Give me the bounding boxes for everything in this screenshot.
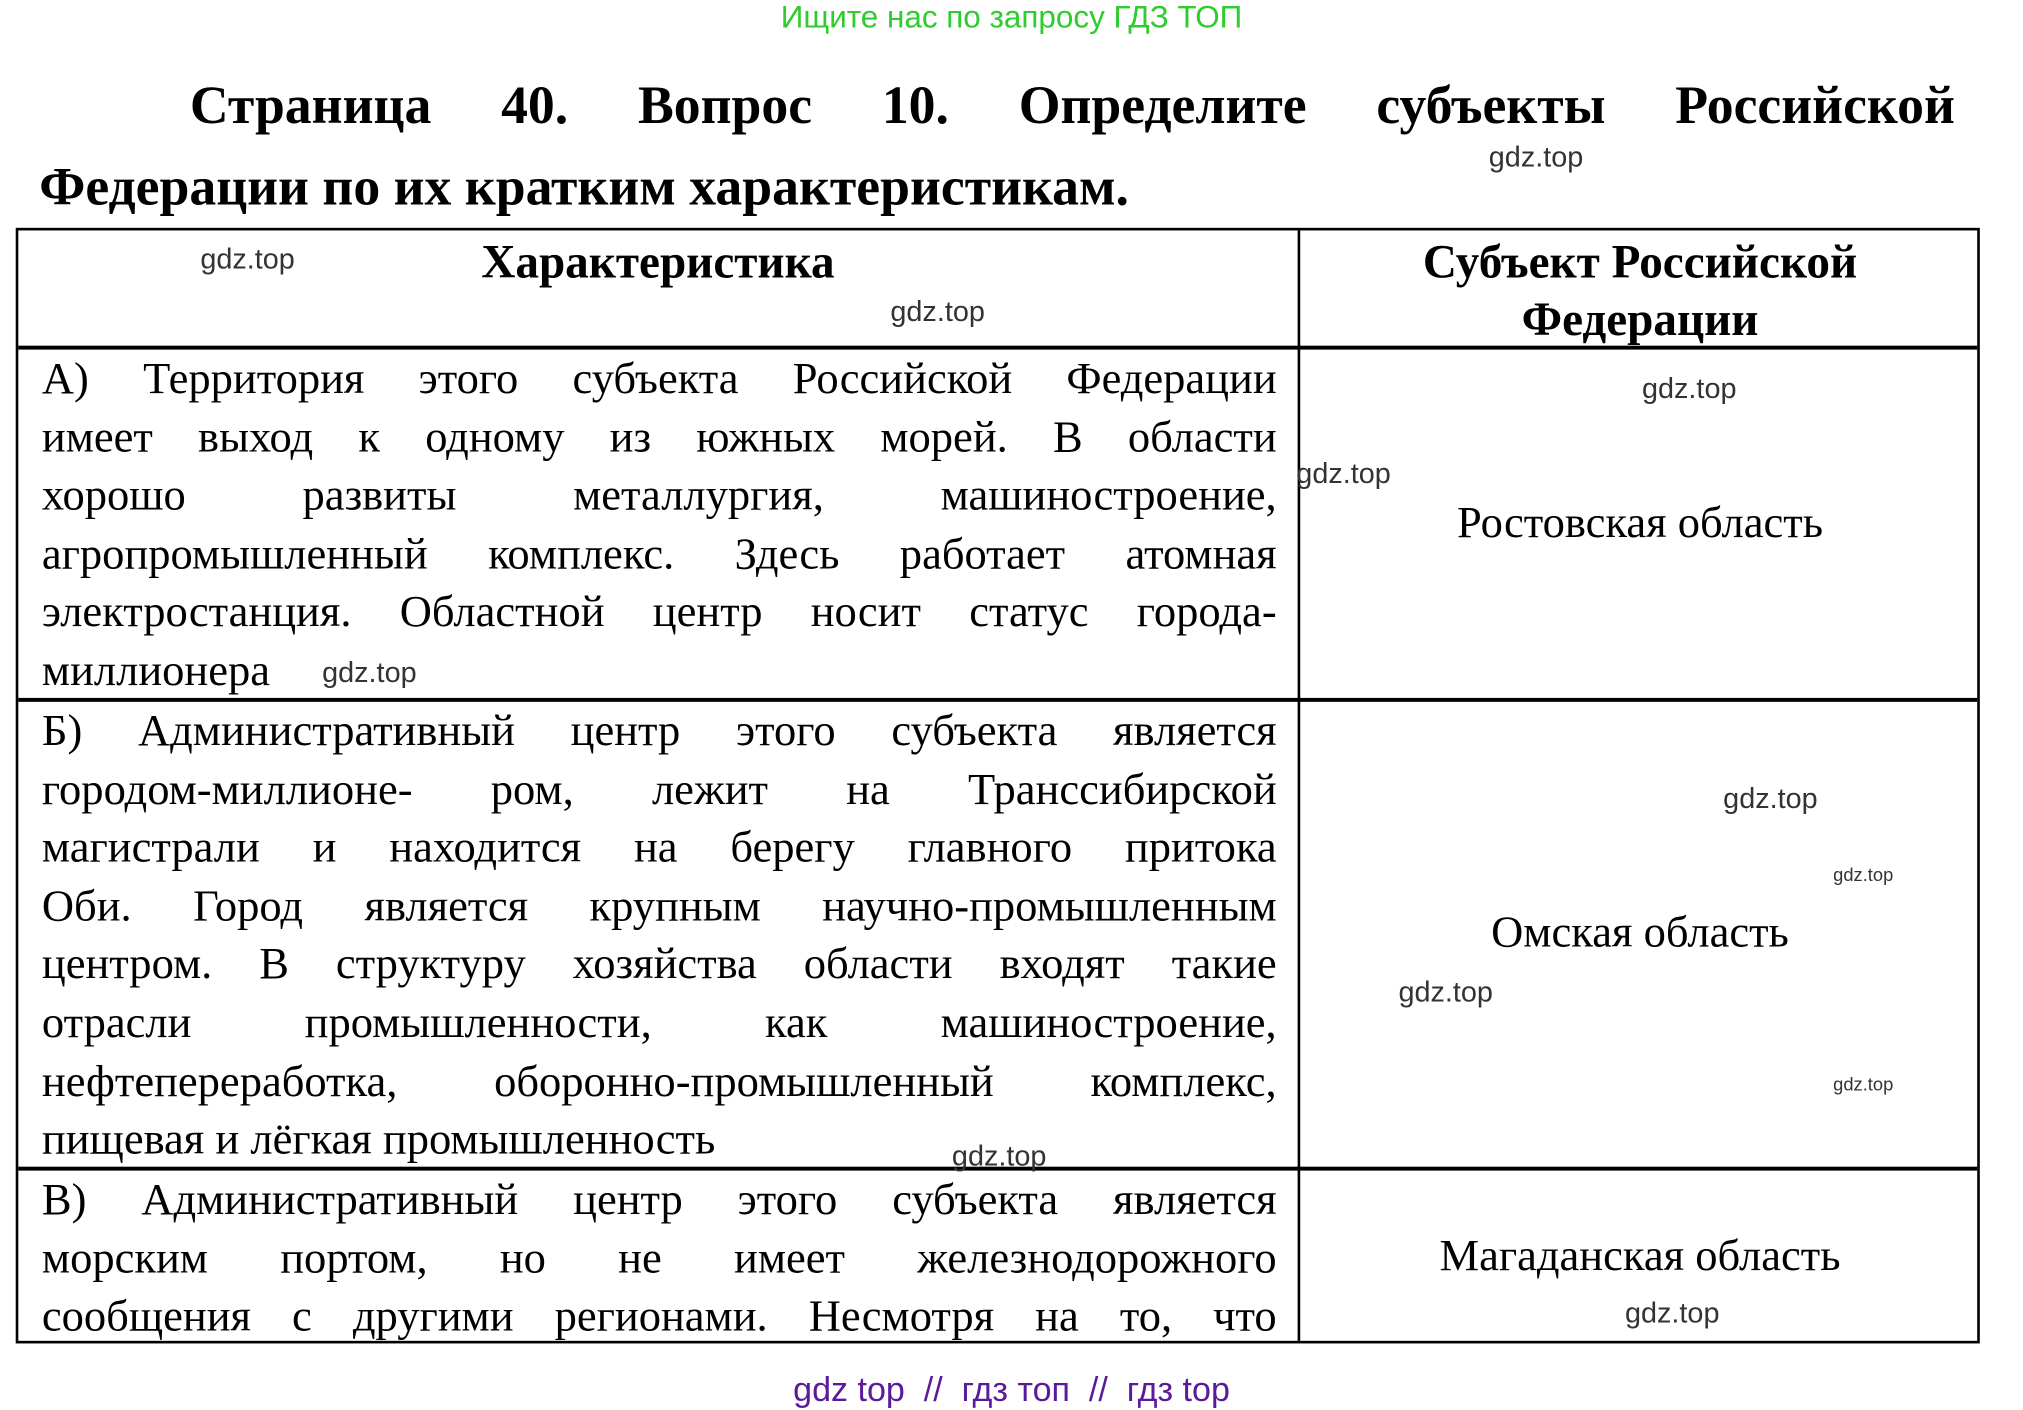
header-subject-line-1: Субъект Российской xyxy=(1422,235,1858,289)
header-subject-line-2: Федерации xyxy=(1521,293,1759,346)
row-c-answer: Магаданская область xyxy=(1439,1232,1841,1281)
row-a-answer-cell xyxy=(1300,498,1980,550)
text-line: А) Территория этого субъекта Российской Федерации xyxy=(41,354,1277,404)
text-line: нефтепереработка, оборонно-промышленный комплекс, xyxy=(41,1057,1277,1106)
watermark: gdz.top xyxy=(1641,371,1737,405)
watermark: gdz.top xyxy=(1624,1296,1720,1330)
watermark: gdz.top xyxy=(1833,1073,1894,1095)
text-line: имеет выход к одному из южных морей. В области xyxy=(41,413,1277,462)
text-line: морским портом, но не имеет железнодорожного xyxy=(41,1234,1277,1283)
text-line: агропромышленный комплекс. Здесь работает атомная xyxy=(41,530,1277,579)
watermark: gdz.top xyxy=(322,656,417,689)
text-line: городом-миллионе- ром, лежит на Транссибирской xyxy=(41,765,1277,814)
page-title-line-2: Федерации по их кратким характеристикам. xyxy=(39,155,1129,217)
row-a-answer: Ростовская область xyxy=(1456,498,1824,548)
watermark: gdz.top xyxy=(200,242,295,275)
page-title-line-1: Страница 40. Вопрос 10. Определите субъекты Российской xyxy=(189,74,1955,135)
watermark: gdz.top xyxy=(1398,975,1493,1009)
watermark: gdz.top xyxy=(1488,140,1584,173)
row-b-answer-cell xyxy=(1300,907,1980,959)
row-b-characteristic xyxy=(42,703,1277,1170)
footer-watermark: gdz top // гдз топ // гдз top xyxy=(793,1369,1230,1409)
watermark: gdz.top xyxy=(951,1139,1047,1172)
text-line: В) Административный центр этого субъекта является xyxy=(41,1175,1277,1225)
text-line: отрасли промышленности, как машиностроение, xyxy=(41,999,1277,1048)
row-c-answer-cell xyxy=(1300,1231,1980,1283)
watermark: gdz.top xyxy=(1723,781,1818,815)
row-a-characteristic xyxy=(42,351,1277,701)
watermark: gdz.top xyxy=(1296,456,1391,490)
footer-row xyxy=(0,1370,2023,1410)
search-banner-row xyxy=(0,0,2023,37)
header-characteristic: Характеристика xyxy=(481,235,835,289)
text-line: магистрали и находится на берегу главного притока xyxy=(41,823,1277,873)
text-line: миллионера xyxy=(41,646,271,696)
text-line: пищевая и лёгкая промышленность xyxy=(41,1115,716,1165)
text-line: Б) Административный центр этого субъекта является xyxy=(41,707,1277,756)
watermark: gdz.top xyxy=(1833,864,1894,886)
watermark: gdz.top xyxy=(890,294,985,328)
row-b-answer: Омская область xyxy=(1491,908,1789,958)
search-banner: Ищите нас по запросу ГДЗ ТОП xyxy=(780,0,1243,36)
column-divider xyxy=(1298,230,1300,1340)
header-subject-cell xyxy=(1300,234,1980,289)
text-line: сообщения с другими регионами. Несмотря на то, что xyxy=(41,1292,1277,1342)
header-subject-cell-2 xyxy=(1300,292,1980,347)
text-line: Оби. Город является крупным научно-промышленным xyxy=(41,882,1277,931)
text-line: электростанция. Областной центр носит статус города- xyxy=(41,588,1277,637)
row-c-characteristic xyxy=(42,1172,1277,1347)
text-line: хорошо развиты металлургия, машиностроение, xyxy=(41,471,1277,521)
text-line: центром. В структуру хозяйства области входят такие xyxy=(41,940,1277,990)
